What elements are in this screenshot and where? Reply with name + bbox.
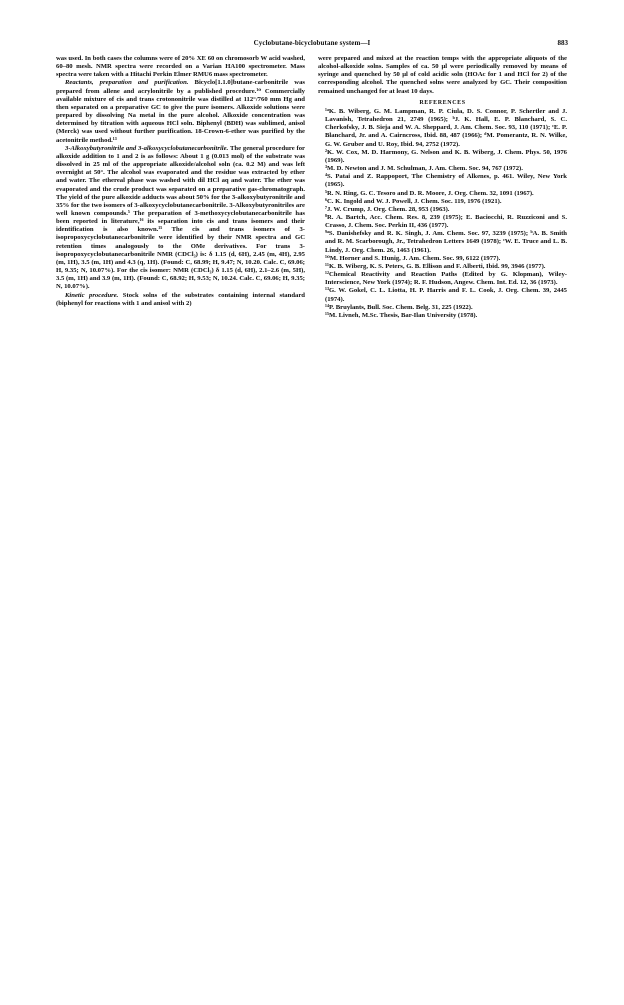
paragraph-text: were prepared and mixed at the reaction temps with the appropriate aliquots of the alcohol-alkoxide solns. Samples of ca. 50 μl were periodically removed by means of syringe and quenched by 50 μl of cold acidic soln (HOAc for 1 and HCl for 2) of the corresponding alcohol. The quenched solns were analyzed by GC. Their composition remained unchanged for at least 10 days. <box>318 55 567 95</box>
references-list <box>318 108 567 320</box>
paragraph-run-in: 3-Alkoxybutyronitrile and 3-alkoxycyclobutanecarbonitrile. <box>65 144 229 152</box>
running-title: Cyclobutane-bicyclobutane system—I <box>253 39 371 47</box>
paragraph-text: was used. In both cases the columns were of 20% XE 60 on chromosorb W acid washed, 60–80 mesh. NMR spectra were recorded on a Varian HA100 spectrometer. Mass spectra were taken with a Hitachi Perkin Elmer RMU6 mass spectrometer. <box>56 55 305 79</box>
right-column <box>318 55 567 320</box>
page-header <box>56 37 568 49</box>
paragraph-run-in: Kinetic procedure. <box>65 291 119 299</box>
paragraph-kinetic-procedure <box>56 292 305 308</box>
left-column <box>56 55 305 308</box>
reference-item: ¹¹K. B. Wiberg, K. S. Peters, G. B. Ellison and F. Alberti, Ibid. 99, 3946 (1977). <box>325 262 546 270</box>
paragraph-kinetic-continued <box>318 55 567 96</box>
reference-item: ¹³G. W. Gokel, C. L. Liotta, H. P. Harris and F. L. Cook, J. Org. Chem. 39, 2445 (1974). <box>325 287 567 303</box>
page-number: 883 <box>557 39 568 47</box>
reference-item: ¹⁰M. Horner and S. Hunig, J. Am. Chem. Soc. 99, 6122 (1977). <box>325 254 501 262</box>
paragraph-alkoxide-addition <box>56 145 305 292</box>
paragraph-instrumentation <box>56 55 305 79</box>
reference-item: ⁸R. A. Bartch, Acc. Chem. Res. 8, 239 (1975); E. Baciocchi, R. Ruzziconi and S. Crasso, J. Chem. Soc. Perkin II, 436 (1977). <box>325 213 567 230</box>
reference-item: ⁵R. N. Ring, G. C. Tesoro and D. R. Moore, J. Org. Chem. 32, 1091 (1967). <box>325 189 534 197</box>
reference-item: ⁹ᵃS. Danishefsky and R. K. Singh, J. Am. Chem. Soc. 97, 3239 (1975); ᵇA. B. Smith and R. M. Scarborough, Jr., Tetrahedron Letters 1649 (1978); ᶜW. E. Truce and L. B. Lindy, J. Org. Chem. 26, 1463 (1961). <box>325 230 567 254</box>
references-heading: REFERENCES <box>419 99 466 106</box>
reference-item: ¹²Chemical Reactivity and Reaction Paths (Edited by G. Klopman), Wiley-Interscience, New York (1974); R. F. Hudson, Angew. Chem. Int. Ed. 12, 36 (1973). <box>325 271 567 287</box>
paragraph-text: Stock solns of the substrates containing internal standard (biphenyl for reactions with 1 and anisol with 2) <box>56 291 305 307</box>
paragraph-run-in: Reactants, preparation and purification. <box>65 79 189 87</box>
reference-item: ³M. D. Newton and J. M. Schulman, J. Am. Chem. Soc. 94, 767 (1972). <box>325 165 523 173</box>
reference-item: ¹⁵M. Livneh, M.Sc. Thesis, Bar-Ilan University (1978). <box>325 311 478 319</box>
paragraph-text: The general procedure for alkoxide addition to 1 and 2 is as follows: About 1 g (0.013 mol) of the substrate was dissolved in 25 ml of the appropriate alkoxide/alcohol soln (ca. 0.2 M) and was left overnight at 50°. The alcohol was evaporated and the residue was extracted by ether and water. The ethereal phase was washed with dil HCl aq and water. The ether was evaporated and the crude product was separated on a preparative gas-chromatograph. The yield of the pure alkoxide adducts was about 50% for the 3-alkoxybutyronitrile and 35% for the two isomers of 3-alkoxycyclobutanecarbonitrile. 3-Alkoxybutyronitriles are well known compounds.⁵ The preparation of 3-methoxycyclobutanecarbonitrile has been reported in literature,¹⁶ its separation into cis and trans isomers and their identification is also known.¹⁵ The cis and trans isomers of 3-isopropoxycyclobutanecarbonitrile were identified by their NMR spectra and GC retention times analogously to the OMe derivatives. For trans 3-isopropoxycyclobutanecarbonitrile NMR (CDCl₃) is: δ 1.15 (d, 6H), 2.45 (m, 4H), 2.95 (m, 1H), 3.5 (m, 1H) and 4.3 (q, 1H). (Found: C, 68.99; H, 9.47; N, 10.20. Calc. C, 69.06; H, 9.35; N, 10.07%). For the cis isomer: NMR (CDCl₃) δ 1.15 (d, 6H), 2.1–2.6 (m, 5H), 3.5 (m, 1H) and 3.9 (m, 1H). (Found: C, 68.92; H, 9.53; N, 10.24. Calc. C, 69.06; H, 9.35; N, 10.07%). <box>56 144 305 291</box>
reference-item: ¹ᵃK. B. Wiberg, G. M. Lampman, R. P. Ciula, D. S. Connor, P. Schertler and J. Lavanish, Tetrahedron 21, 2749 (1965); ᵇJ. K. Hall, E. P. Blanchard, S. C. Cherkofsky, J. B. Sieja and W. A. Sheppard, J. Am. Chem. Soc. 93, 110 (1971); ᶜE. P. Blanchard, Jr. and A. Cairncross, Ibid. 88, 487 (1966); ᵈM. Pomerantz, R. N. Wilke, G. W. Gruber and U. Roy, Ibid. 94, 2752 (1972). <box>325 107 567 148</box>
paragraph-reactants <box>56 79 305 144</box>
reference-item: ²K. W. Cox, M. D. Harmony, G. Nelson and K. B. Wiberg, J. Chem. Phys. 50, 1976 (1969). <box>325 148 567 164</box>
reference-item: ¹⁴P. Bruylants, Bull. Soc. Chem. Belg. 31, 225 (1922). <box>325 303 473 311</box>
reference-item: ⁷J. W. Crump, J. Org. Chem. 28, 953 (1963). <box>325 205 450 213</box>
paragraph-text: Bicyclo[1.1.0]butane-carbonitrile was prepared from allene and acrylonitrile by a published procedure.¹⁰ Commercially available mixture of cis and trans crotononitrile was distilled at 112°/760 mm Hg and then separated on a preparative GC to give the pure isomers. Alkoxide solutions were prepared by dissolving Na metal in the pure alcohol. Alkoxide concentration was determined by titration with aqueous HCl soln. Biphenyl (BDH) was sublimed, anisol (Merck) was used without further purification. 18-Crown-6-ether was purified by the acetonitrile method.¹³ <box>56 79 306 144</box>
reference-item: ⁶C. K. Ingold and W. J. Powell, J. Chem. Soc. 119, 1976 (1921). <box>325 197 502 205</box>
reference-item: ⁴S. Patai and Z. Rappoport, The Chemistry of Alkenes, p. 461. Wiley, New York (1965). <box>325 173 567 189</box>
